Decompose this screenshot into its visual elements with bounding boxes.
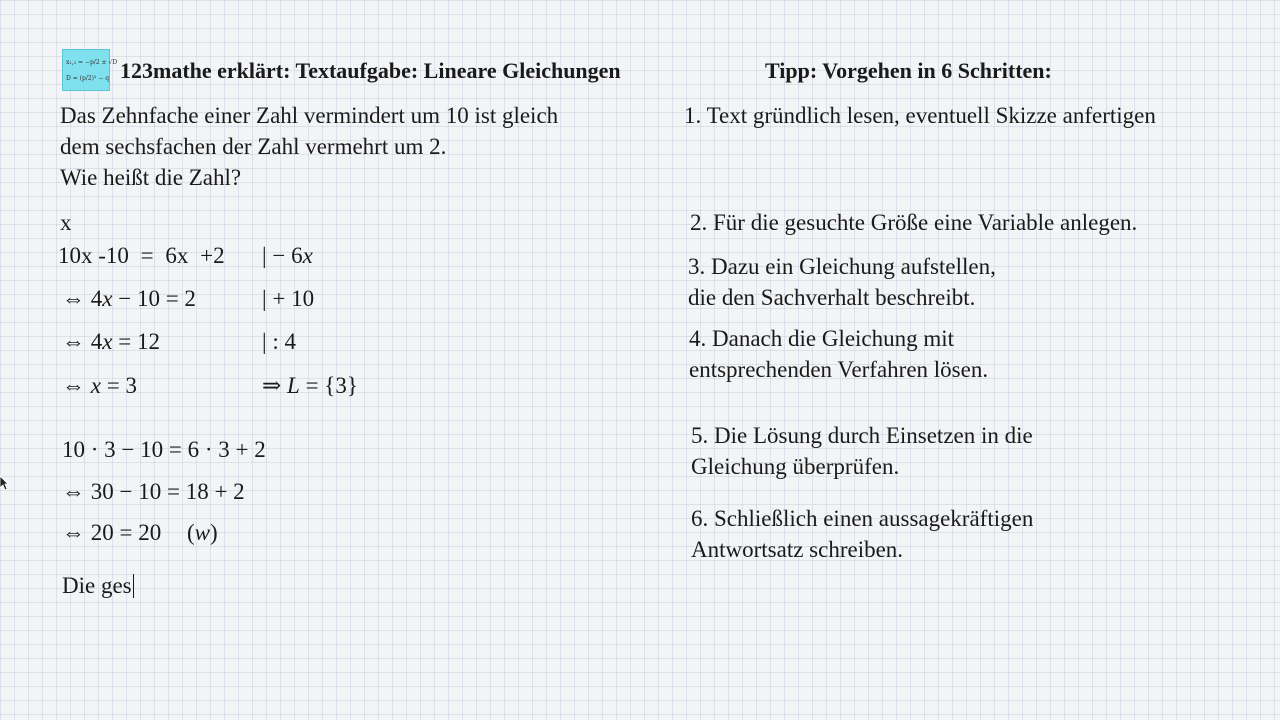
equation-plus: +2 bbox=[200, 243, 225, 268]
problem-line: Das Zehnfache einer Zahl vermindert um 10 ist gleich bbox=[60, 103, 559, 128]
mouse-pointer-icon bbox=[0, 476, 8, 497]
mark-open: ( bbox=[186, 520, 195, 545]
step-line: 6. Schließlich einen aussagekräftigen bbox=[691, 506, 1034, 531]
equation-right: 6x bbox=[165, 243, 189, 268]
step-row-1 bbox=[62, 286, 196, 312]
set-variable: L bbox=[287, 373, 300, 398]
check-row-2 bbox=[62, 479, 245, 505]
page-title: 123mathe erklärt: Textaufgabe: Lineare Gleichungen bbox=[120, 58, 621, 83]
coefficient: 4 bbox=[90, 329, 103, 354]
equivalence-arrow: ⇔ bbox=[62, 329, 85, 354]
step-line: 3. Dazu ein Gleichung aufstellen, bbox=[688, 254, 996, 279]
variable: x bbox=[102, 286, 113, 311]
true-mark: w bbox=[194, 520, 210, 545]
equation-left: 10x -10 bbox=[58, 243, 129, 268]
step-row-3 bbox=[62, 373, 137, 399]
step-line: 2. Für die gesuchte Größe eine Variable anlegen. bbox=[690, 210, 1138, 235]
step-3 bbox=[688, 251, 996, 313]
tip-title: Tipp: Vorgehen in 6 Schritten: bbox=[765, 58, 1052, 83]
step-line: die den Sachverhalt beschreibt. bbox=[688, 285, 976, 310]
mark-close: ) bbox=[210, 520, 218, 545]
equivalence-arrow: ⇔ bbox=[62, 286, 85, 311]
set-value: = {3} bbox=[299, 373, 358, 398]
implication-arrow: ⇒ bbox=[262, 373, 282, 398]
variable-label: x bbox=[60, 210, 72, 235]
step-line: entsprechenden Verfahren lösen. bbox=[689, 357, 989, 382]
problem-line: Wie heißt die Zahl? bbox=[60, 165, 242, 190]
expression: 20 = 20 bbox=[85, 520, 162, 545]
answer-text: Die ges bbox=[62, 573, 132, 598]
expression: = 3 bbox=[100, 373, 137, 398]
step-line: 5. Die Lösung durch Einsetzen in die bbox=[691, 423, 1033, 448]
formula-logo-icon bbox=[62, 49, 118, 91]
svg-text:x₁,₂ = −p/2 ± √D: x₁,₂ = −p/2 ± √D bbox=[66, 59, 118, 66]
operation-text: | − 6 bbox=[262, 243, 303, 268]
step-line: Antwortsatz schreiben. bbox=[691, 537, 904, 562]
step-line: 1. Text gründlich lesen, eventuell Skizze anfertigen bbox=[684, 103, 1156, 128]
equivalence-arrow: ⇔ bbox=[62, 520, 85, 545]
step-2 bbox=[690, 207, 1137, 238]
check-row-1: 10 · 3 − 10 = 6 · 3 + 2 bbox=[62, 437, 266, 462]
step-line: Gleichung überprüfen. bbox=[691, 454, 900, 479]
equivalence-arrow: ⇔ bbox=[62, 373, 85, 398]
svg-text:D = (p/2)² − q: D = (p/2)² − q bbox=[66, 75, 110, 82]
step-1 bbox=[684, 100, 1156, 131]
answer-sentence[interactable] bbox=[62, 573, 134, 599]
solution-set bbox=[262, 373, 358, 399]
expression: − 10 = 2 bbox=[112, 286, 196, 311]
check-row-3 bbox=[62, 520, 218, 546]
equivalence-arrow: ⇔ bbox=[62, 479, 85, 504]
text-cursor bbox=[133, 574, 134, 598]
step-line: 4. Danach die Gleichung mit bbox=[689, 326, 955, 351]
step-4 bbox=[689, 323, 988, 385]
expression: = 12 bbox=[112, 329, 160, 354]
step-6 bbox=[691, 503, 1033, 565]
expression: 30 − 10 = 18 + 2 bbox=[85, 479, 245, 504]
variable: x bbox=[90, 373, 101, 398]
operation-variable: x bbox=[302, 243, 313, 268]
step-operation-2: | : 4 bbox=[262, 329, 296, 354]
problem-statement bbox=[60, 100, 558, 193]
equation-row bbox=[58, 243, 225, 269]
coefficient: 4 bbox=[90, 286, 103, 311]
step-row-2 bbox=[62, 329, 160, 355]
equation-operation bbox=[262, 243, 313, 269]
variable: x bbox=[102, 329, 113, 354]
equation-equals: = bbox=[140, 243, 154, 268]
step-operation-1: | + 10 bbox=[262, 286, 315, 311]
problem-line: dem sechsfachen der Zahl vermehrt um 2. bbox=[60, 134, 447, 159]
step-5 bbox=[691, 420, 1033, 482]
